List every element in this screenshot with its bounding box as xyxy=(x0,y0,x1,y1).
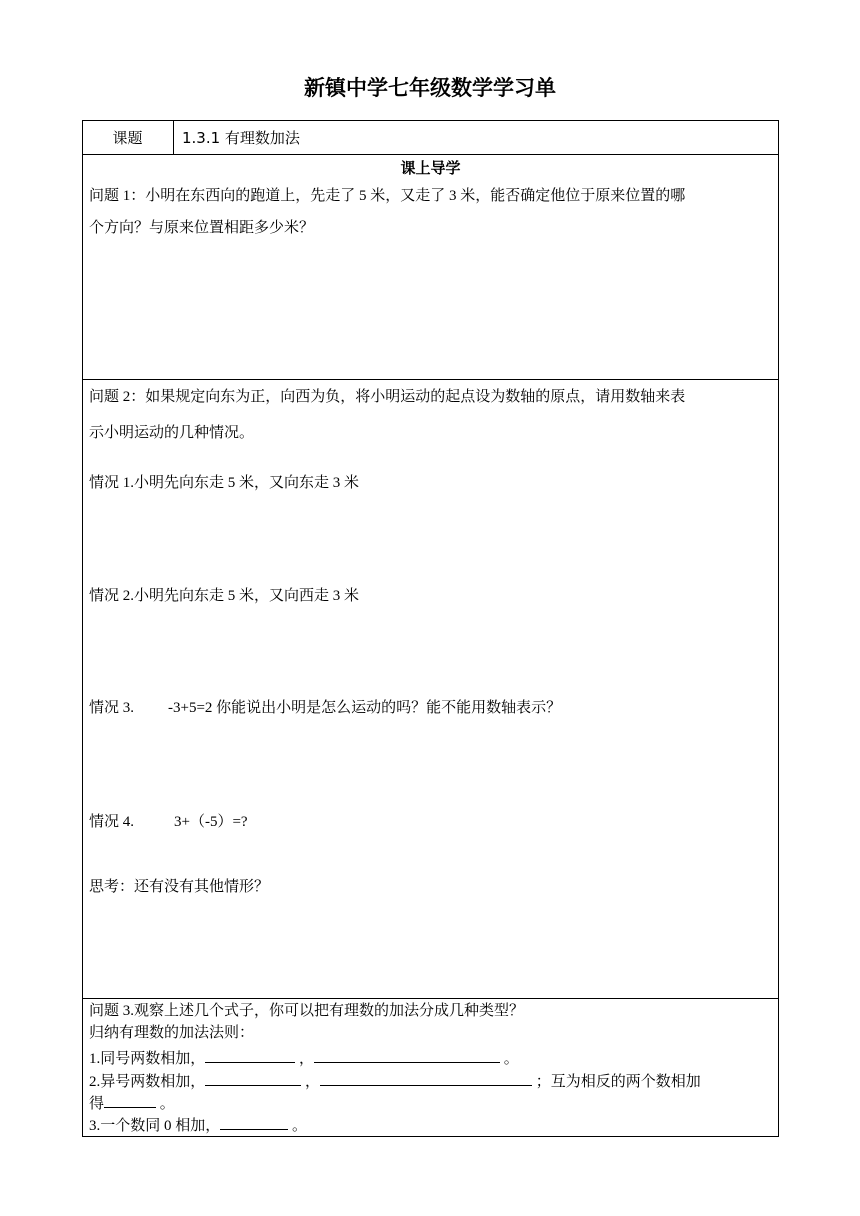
rule-2-period: 。 xyxy=(159,1096,175,1112)
q2-divider xyxy=(82,998,779,999)
table-border-bottom xyxy=(82,1136,779,1137)
rule-2-blank-b[interactable] xyxy=(320,1071,532,1086)
rule-2-blank-c[interactable] xyxy=(104,1093,156,1108)
rule-1-prefix: 1.同号两数相加， xyxy=(89,1051,206,1067)
page-title: 新镇中学七年级数学学习单 xyxy=(304,76,556,100)
case-1: 情况 1.小明先向东走 5 米，又向东走 3 米 xyxy=(89,475,360,491)
rule-1-comma: ， xyxy=(299,1051,315,1067)
table-border-right xyxy=(778,120,779,1137)
rule-3-blank[interactable] xyxy=(220,1115,288,1130)
case-2: 情况 2.小明先向东走 5 米，又向西走 3 米 xyxy=(89,588,360,604)
rule-1-blank-b[interactable] xyxy=(314,1048,500,1063)
case-3-label: 情况 3. xyxy=(89,700,135,716)
rule-3 xyxy=(89,1115,307,1136)
header-label: 课题 xyxy=(112,129,143,147)
case-4-label: 情况 4. xyxy=(89,814,135,830)
rule-1-blank-a[interactable] xyxy=(205,1048,295,1063)
q3-text-line1: 问题 3.观察上述几个式子，你可以把有理数的加法分成几种类型？ xyxy=(89,1003,525,1019)
worksheet-table xyxy=(82,120,779,1137)
rule-2-comma: ， xyxy=(305,1074,321,1090)
q1-divider xyxy=(82,379,779,380)
section-title: 课上导学 xyxy=(400,159,461,177)
case-3-text: -3+5=2 你能说出小明是怎么运动的吗？能不能用数轴表示？ xyxy=(168,700,562,716)
table-border-top xyxy=(82,120,779,121)
rule-2-prefix: 2.异号两数相加， xyxy=(89,1074,206,1090)
rule-3-prefix: 3.一个数同 0 相加， xyxy=(89,1118,221,1134)
rule-1 xyxy=(89,1048,519,1069)
rule-2 xyxy=(89,1071,701,1092)
think-prompt: 思考：还有没有其他情形？ xyxy=(89,879,270,895)
rule-1-period: 。 xyxy=(503,1051,519,1067)
header-topic: 1.3.1 有理数加法 xyxy=(182,129,300,147)
rule-2-continuation: ；互为相反的两个数相加 xyxy=(535,1074,701,1090)
q3-text-line2: 归纳有理数的加法法则： xyxy=(89,1025,255,1041)
rule-3-period: 。 xyxy=(292,1118,308,1134)
table-border-left xyxy=(82,120,83,1137)
rule-2-de: 得 xyxy=(89,1096,105,1112)
header-column-divider xyxy=(173,120,174,155)
q2-text-line1: 问题 2：如果规定向东为正，向西为负，将小明运动的起点设为数轴的原点，请用数轴来表 xyxy=(89,389,686,405)
header-row-divider xyxy=(82,154,779,155)
rule-2-blank-a[interactable] xyxy=(205,1071,301,1086)
q1-text-line2: 个方向？与原来位置相距多少米？ xyxy=(89,220,315,236)
q1-text-line1: 问题 1：小明在东西向的跑道上，先走了 5 米，又走了 3 米，能否确定他位于原来位置的哪 xyxy=(89,188,686,204)
rule-2-line2 xyxy=(89,1093,175,1114)
case-4-text: 3+（-5）=? xyxy=(174,814,248,830)
q2-text-line2: 示小明运动的几种情况。 xyxy=(89,425,255,441)
